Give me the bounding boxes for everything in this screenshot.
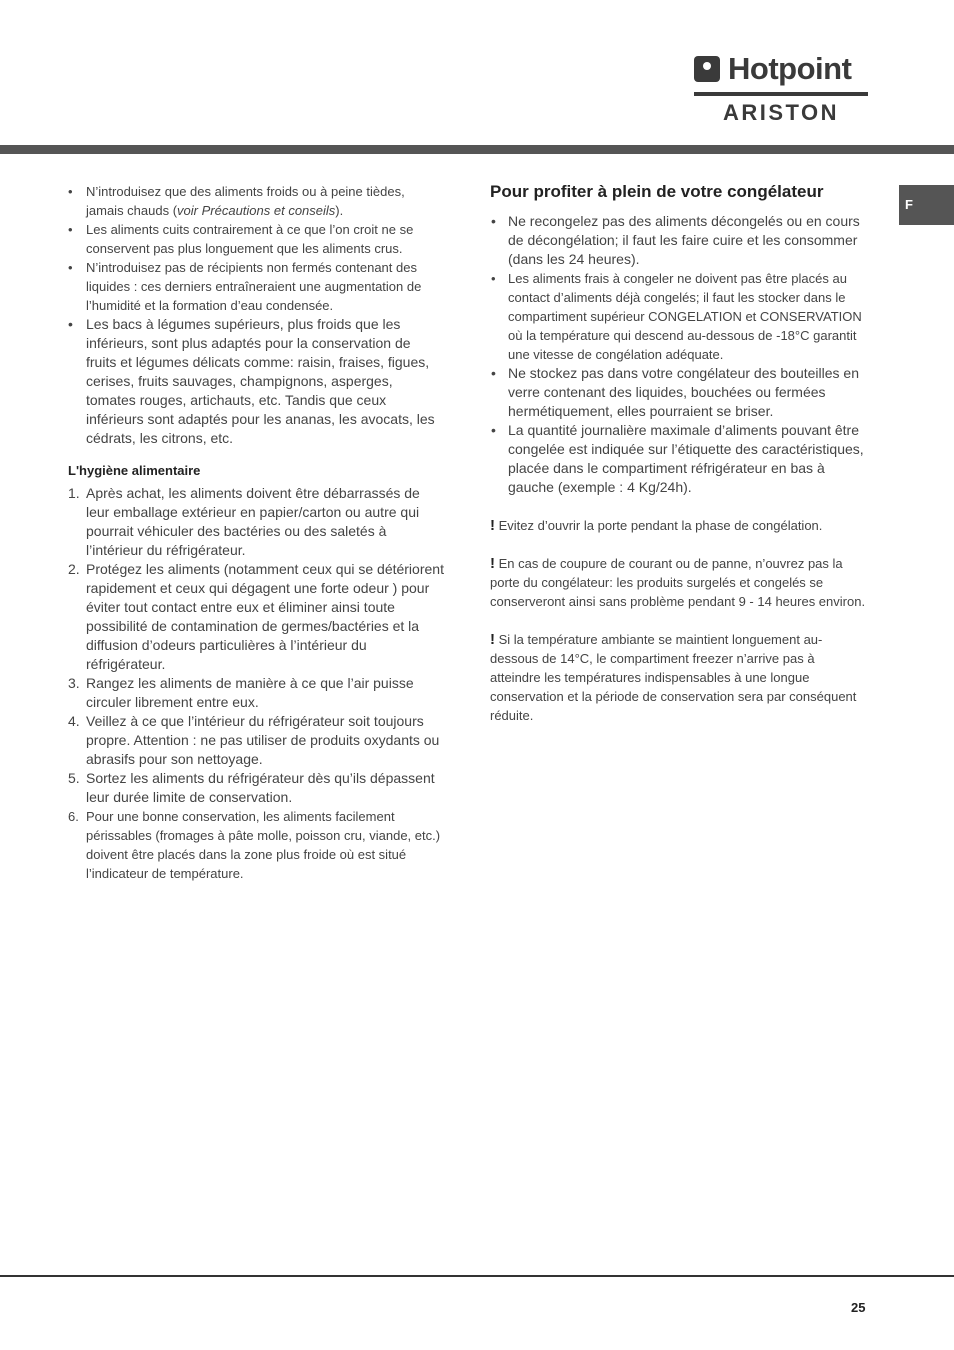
left-column bbox=[62, 182, 444, 883]
warning-note: ! En cas de coupure de courant ou de panne, n’ouvrez pas la porte du congélateur: les produits surgelés et congelés se conserveront ainsi sans problème pendant 9 - 14 heures environ. bbox=[490, 555, 866, 609]
brand-sub: ARISTON bbox=[722, 100, 840, 125]
language-tab: F bbox=[899, 185, 954, 225]
list-item: 4. Veillez à ce que l’intérieur du réfrigérateur soit toujours propre. Attention : ne pas utiliser de produits oxydants ou abrasifs pour son nettoyage. bbox=[68, 713, 440, 767]
hygiene-list bbox=[62, 484, 444, 883]
storage-tips-list bbox=[62, 182, 444, 448]
list-item: • Ne recongelez pas des aliments décongelés ou en cours de décongélation; il faut les faire cuire et les consommer (dans les 24 heures). bbox=[490, 212, 868, 269]
list-item: 2. Protégez les aliments (notamment ceux qui se détériorent rapidement et ceux qui dégagent une forte odeur ) pour éviter tout contact entre eux et éliminer ainsi toute possibilité de contamination de germes/bactéries et la diffusion d’odeurs particulières à l’intérieur du réfrigérateur. bbox=[68, 561, 444, 672]
header-bar bbox=[0, 145, 954, 154]
list-item: • La quantité journalière maximale d’aliments pouvant être congelée est indiquée sur l’étiquette des caractéristiques, placée dans le compartiment réfrigérateur en bas à gauche (exemple : 4 Kg/24h). bbox=[490, 421, 868, 497]
page-number: 25 bbox=[851, 1300, 866, 1315]
list-item: 3. Rangez les aliments de manière à ce que l’air puisse circuler librement entre eux. bbox=[68, 675, 414, 710]
list-item: 6. Pour une bonne conservation, les aliments facilement périssables (fromages à pâte molle, poisson cru, viande, etc.) doivent être placés dans la zone plus froide où est situé l’indicateur de température. bbox=[68, 809, 441, 881]
hygiene-heading: L'hygiène alimentaire bbox=[68, 463, 201, 478]
spacer bbox=[490, 497, 868, 516]
list-item: • Les aliments frais à congeler ne doivent pas être placés au contact d’aliments déjà congelés; il faut les stocker dans le compartiment supérieur CONGELATION et CONSERVATION où la température qui descend au-dessous de -18°C garantit une vitesse de congélation adéquate. bbox=[490, 269, 868, 364]
list-item: • Ne stockez pas dans votre congélateur des bouteilles en verre contenant des liquides, bouchées ou fermées hermétiquement, elles pourraient se briser. bbox=[490, 364, 868, 421]
brand-logo-top bbox=[694, 52, 851, 86]
freezer-section-title: Pour profiter à plein de votre congélateur bbox=[490, 182, 824, 201]
list-item: 1. Après achat, les aliments doivent être débarrassés de leur emballage extérieur en papier/carton ou autre qui pourrait véhiculer des bactéries ou des saletés à l’intérieur du réfrigérateur. bbox=[68, 485, 420, 558]
warning-note: ! Si la température ambiante se maintient longuement au-dessous de 14°C, le compartiment freezer n’arrive pas à atteindre les températures indispensables à une longue conservation et la période de conservation sera par conséquent réduite. bbox=[490, 631, 857, 723]
spacer bbox=[490, 535, 868, 554]
freezer-tips-list bbox=[490, 212, 868, 497]
spacer bbox=[490, 611, 868, 630]
brand-name: Hotpoint bbox=[728, 51, 852, 86]
list-item: 5. Sortez les aliments du réfrigérateur dès qu’ils dépassent leur durée limite de conservation. bbox=[68, 770, 435, 805]
brand-logo-rule bbox=[694, 92, 868, 96]
warning-note: ! Evitez d’ouvrir la porte pendant la phase de congélation. bbox=[490, 517, 823, 534]
plug-icon bbox=[694, 56, 720, 82]
list-item: • N’introduisez pas de récipients non fermés contenant des liquides : ces derniers entraîneraient une augmentation de l’humidité et la formation d’eau condensée. bbox=[62, 258, 444, 315]
list-item: • Les bacs à légumes supérieurs, plus froids que les inférieurs, sont plus adaptés pour la conservation de fruits et légumes délicats comme: raisin, fraises, figues, cerises, fruits sauvages, champignons, asperges, tomates rouges, artichauts, etc. Tandis que ceux inférieurs sont adaptés pour les ananas, les avocats, les cédrats, les citrons, etc. bbox=[62, 315, 444, 448]
list-item: • Les aliments cuits contrairement à ce que l’on croit ne se conservent pas plus longuement que les aliments crus. bbox=[62, 220, 444, 258]
footer-rule bbox=[0, 1275, 954, 1277]
brand-logo bbox=[694, 52, 868, 126]
cross-reference: voir Précautions et conseils bbox=[177, 203, 336, 218]
warning-icon: ! bbox=[490, 517, 495, 534]
warning-icon: ! bbox=[490, 555, 495, 572]
warning-icon: ! bbox=[490, 631, 495, 648]
list-item: • N’introduisez que des aliments froids ou à peine tièdes, jamais chauds (voir Précautions et conseils). bbox=[62, 182, 444, 220]
right-column bbox=[490, 182, 868, 725]
